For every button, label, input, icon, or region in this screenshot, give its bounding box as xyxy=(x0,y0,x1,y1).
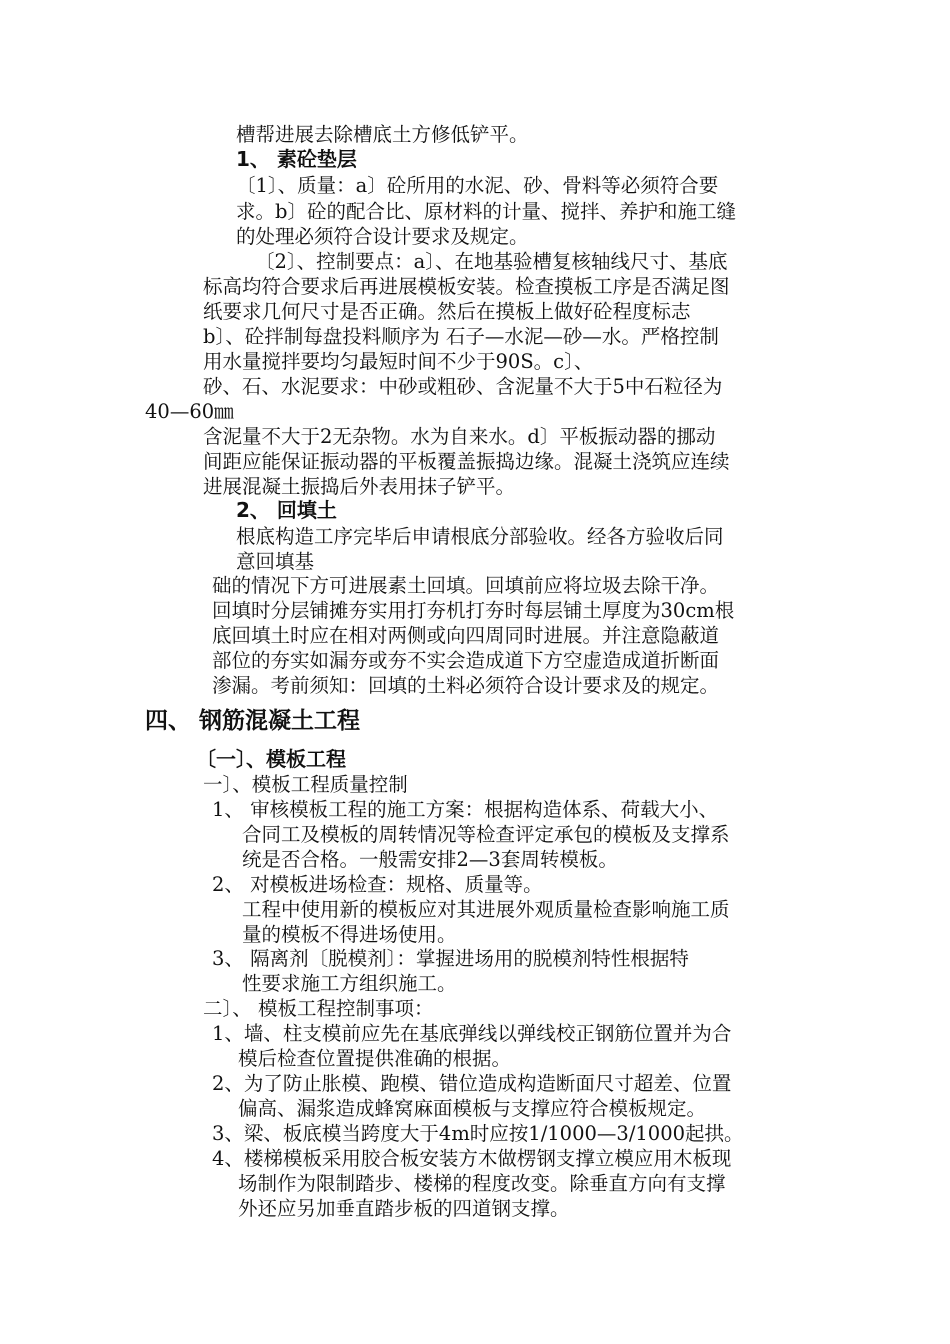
paragraph-line: 模后检查位置提供准确的根据。 xyxy=(238,1047,512,1070)
paragraph-line: 量的模板不得进场使用。 xyxy=(242,923,457,946)
paragraph-line: 场制作为限制踏步、楼梯的程度改变。除垂直方向有支撑 xyxy=(238,1172,726,1195)
paragraph-line: 合同工及模板的周转情况等检查评定承包的模板及支撑系 xyxy=(242,823,730,846)
list-item: 3、 隔离剂〔脱模剂〕：掌握进场用的脱模剂特性根据特 xyxy=(212,947,689,970)
section-heading: 2、 回填土 xyxy=(236,498,337,522)
paragraph-line: 〔2〕、控制要点：a〕、在地基验槽复核轴线尺寸、基底 xyxy=(255,250,728,273)
paragraph-line: 纸要求几何尺寸是否正确。然后在摸板上做好砼程度标志 xyxy=(203,300,691,323)
paragraph-line: b〕、砼拌制每盘投料顺序为 石子—水泥—砂—水。严格控制 xyxy=(203,325,719,348)
paragraph-line: 外还应另加垂直踏步板的四道钢支撑。 xyxy=(238,1197,570,1220)
paragraph-line: 工程中使用新的模板应对其进展外观质量检查影响施工质 xyxy=(242,898,730,921)
paragraph-line: 进展混凝土振捣后外表用抹子铲平。 xyxy=(203,475,516,498)
paragraph-line: 二〕、 模板工程控制事项： xyxy=(203,997,434,1020)
paragraph-line: 根底构造工序完毕后申请根底分部验收。经各方验收后同 xyxy=(236,525,724,548)
paragraph-line: 〔1〕、质量：a〕砼所用的水泥、砂、骨料等必须符合要 xyxy=(236,174,719,197)
paragraph-line: 渗漏。考前须知：回填的土料必须符合设计要求及的规定。 xyxy=(212,674,720,697)
paragraph-line: 间距应能保证振动器的平板覆盖振捣边缘。混凝土浇筑应连续 xyxy=(203,450,730,473)
paragraph-line: 底回填土时应在相对两侧或向四周同时进展。并注意隐蔽道 xyxy=(212,624,720,647)
paragraph-line: 统是否合格。一般需安排2—3套周转模板。 xyxy=(242,848,618,871)
list-item: 2、 对模板进场检查：规格、质量等。 xyxy=(212,873,543,896)
paragraph-line: 槽帮进展去除槽底土方修低铲平。 xyxy=(236,123,529,146)
paragraph-line: 的处理必须符合设计要求及规定。 xyxy=(236,225,529,248)
paragraph-line: 标高均符合要求后再进展模板安装。检查摸板工序是否满足图 xyxy=(203,275,730,298)
list-item: 4、楼梯模板采用胶合板安装方木做楞钢支撑立模应用木板现 xyxy=(212,1147,732,1170)
list-item: 3、梁、板底模当跨度大于4m时应按1/1000—3/1000起拱。 xyxy=(212,1122,744,1145)
paragraph-line: 求。b〕砼的配合比、原材料的计量、搅拌、养护和施工缝 xyxy=(236,200,736,223)
paragraph-line: 回填时分层铺摊夯实用打夯机打夯时每层铺土厚度为30cm根 xyxy=(212,599,735,622)
list-item: 1、 审核模板工程的施工方案：根据构造体系、荷载大小、 xyxy=(212,798,719,821)
list-item: 2、为了防止胀模、跑模、错位造成构造断面尺寸超差、位置 xyxy=(212,1072,732,1095)
paragraph-line: 部位的夯实如漏夯或夯不实会造成道下方空虚造成道折断面 xyxy=(212,649,720,672)
paragraph-line: 性要求施工方组织施工。 xyxy=(242,972,457,995)
paragraph-line: 础的情况下方可进展素土回填。回填前应将垃圾去除干净。 xyxy=(212,574,720,597)
paragraph-line: 一〕、模板工程质量控制 xyxy=(203,773,408,796)
section-heading: 1、 素砼垫层 xyxy=(236,147,357,171)
subsection-heading: 〔一〕、模板工程 xyxy=(196,747,346,771)
paragraph-line: 意回填基 xyxy=(236,550,315,573)
paragraph-line: 含泥量不大于2无杂物。水为自来水。d〕平板振动器的挪动 xyxy=(203,425,716,448)
paragraph-line: 砂、石、水泥要求：中砂或粗砂、含泥量不大于5中石粒径为 xyxy=(203,375,723,398)
list-item: 1、墙、柱支模前应先在基底弹线以弹线校正钢筋位置并为合 xyxy=(212,1022,732,1045)
paragraph-line: 40—60㎜ xyxy=(145,400,234,423)
paragraph-line: 用水量搅拌要均匀最短时间不少于90S。c〕、 xyxy=(203,350,594,373)
paragraph-line: 偏高、漏浆造成蜂窝麻面模板与支撑应符合模板规定。 xyxy=(238,1097,707,1120)
chapter-heading: 四、 钢筋混凝土工程 xyxy=(145,708,361,734)
